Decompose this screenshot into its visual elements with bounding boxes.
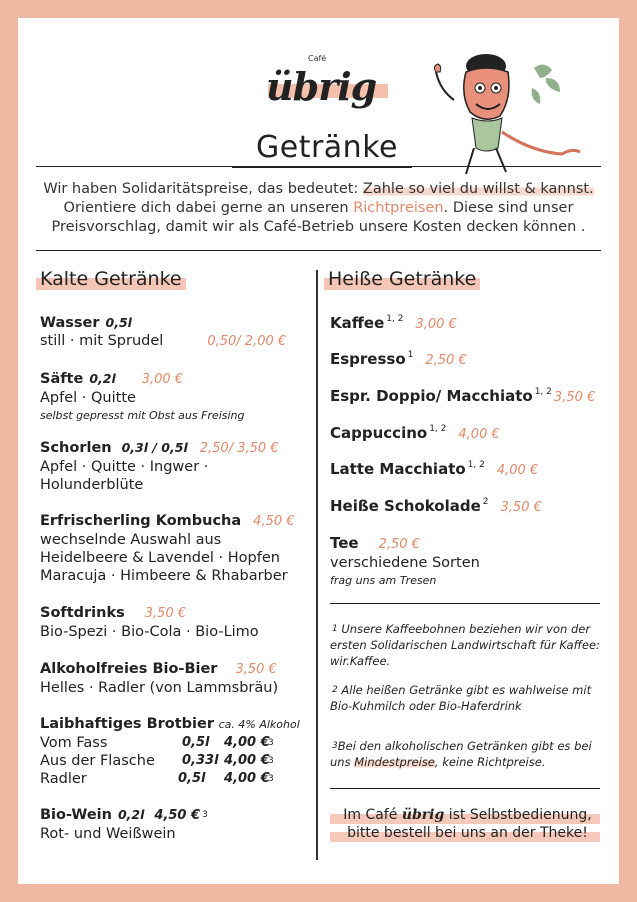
item-tee: Tee 2,50 € verschiedene Sorten frag uns am Tresen: [330, 534, 480, 587]
intro-richtpreisen: Richtpreisen: [353, 200, 444, 216]
footnote-2: $^2$ Alle heißen Getränke gibt es wahlweise mit Bio-Kuhmilch oder Bio-Haferdrink: [330, 683, 592, 713]
mascot-illustration: [414, 48, 594, 188]
inline-logo: übrig: [401, 807, 445, 823]
footnotes-rule: [330, 603, 600, 604]
item-softdrinks: Softdrinks 3,50 € Bio-Spezi · Bio-Cola · Bio-Limo: [40, 605, 259, 640]
item-cappuccino: Cappuccino $^{1, 2}$ 4,00 €: [330, 424, 500, 442]
item-wasser: Wasser 0,5l still · mit Sprudel 0,50/ 2,00 €: [40, 315, 287, 349]
cafe-logo-small: Café: [308, 54, 327, 63]
item-espresso: Espresso $^1$ 2,50 €: [330, 350, 467, 368]
self-service-rule: [330, 788, 600, 789]
cafe-logo-name: übrig: [266, 64, 377, 109]
intro-top-rule: [36, 166, 601, 167]
hot-drinks-heading: Heiße Getränke: [328, 268, 476, 290]
item-brotbier: Laibhaftiges Brotbier ca. 4% Alkohol Vom Fass 0,5l 4,00 € 3 Aus der Flasche 0,33l 4,00 € 3 Radler 0,5l 4,00 € 3: [40, 715, 310, 788]
menu-sheet: [18, 18, 619, 884]
brotbier-row: Aus der Flasche 0,33l 4,00 € 3: [40, 753, 274, 769]
footnote-3: $^3$Bei den alkoholischen Getränken gibt es bei uns Mindestpreise, keine Richtpreise.: [330, 739, 592, 769]
item-bio-wein: Bio-Wein 0,2l 4,50 € $^3$ Rot- und Weißwein: [40, 807, 208, 842]
cold-drinks-heading: Kalte Getränke: [40, 268, 182, 290]
item-kaffee: Kaffee $^{1, 2}$ 3,00 €: [330, 314, 457, 332]
item-saefte: Säfte 0,2l 3,00 € Apfel · Quitte selbst gepresst mit Obst aus Freising: [40, 371, 245, 422]
item-latte-macchiato: Latte Macchiato $^{1, 2}$ 4,00 €: [330, 460, 539, 478]
page-title: Getränke: [256, 130, 398, 165]
brotbier-row: Vom Fass 0,5l 4,00 € 3: [40, 735, 274, 751]
intro-line1-a: Wir haben Solidaritätspreise, das bedeutet:: [43, 181, 363, 197]
intro-text: [36, 180, 601, 237]
footnote-1: $^1$ Unsere Kaffeebohnen beziehen wir von der ersten Solidarischen Landwirtschaft für Kaffee: wir.Kaffee.: [330, 622, 600, 668]
item-kombucha: Erfrischerling Kombucha 4,50 € wechselnde Auswahl aus Heidelbeere & Lavendel · Hopfen Maracuja · Himbeere & Rhabarber: [40, 513, 295, 584]
self-service-note: Im Café übrig ist Selbstbedienung, bitte bestell bei uns an der Theke!: [343, 807, 592, 841]
item-bio-bier: Alkoholfreies Bio-Bier 3,50 € Helles · Radler (von Lammsbräu): [40, 661, 279, 696]
intro-line2-a: Orientiere dich dabei gerne an unseren: [63, 200, 354, 216]
item-heisse-schokolade: Heiße Schokolade $^2$ 3,50 €: [330, 497, 542, 515]
column-divider: [316, 270, 318, 860]
item-schorlen: Schorlen 0,3l / 0,5l 2,50/ 3,50 € Apfel · Quitte · Ingwer · Holunderblüte: [40, 440, 279, 493]
intro-line3: Preisvorschlag, damit wir als Café-Betrieb unsere Kosten decken können .: [51, 219, 586, 235]
brotbier-row: Radler 0,5l 4,00 € 3: [40, 771, 274, 787]
item-doppio-macchiato: Espr. Doppio/ Macchiato $^{1, 2}$ 3,50 €: [330, 387, 596, 405]
intro-line1-highlight: Zahle so viel du willst & kannst.: [362, 181, 594, 197]
intro-line2-c: . Diese sind unser: [443, 200, 574, 216]
intro-bottom-rule: [36, 250, 601, 251]
